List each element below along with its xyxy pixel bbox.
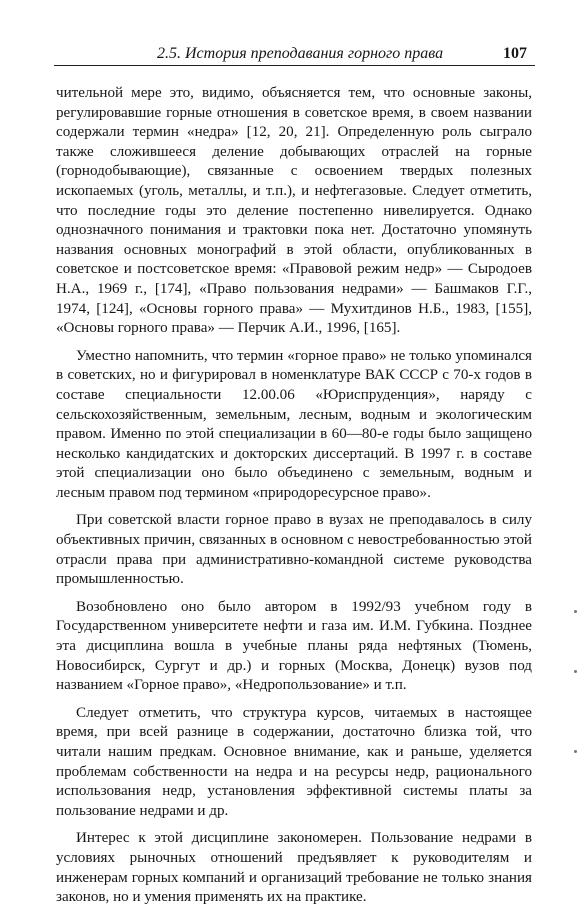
scan-speck — [574, 670, 577, 673]
scan-speck — [574, 610, 577, 613]
running-head — [0, 44, 585, 66]
paragraph: Уместно напомнить, что термин «горное право» не только упоминался в советских, но и фигурировал в номенклатуре ВАК СССР с 70-х годов в составе специальности 12.00.06 «Юриспруденция», наряду с сельскохозяйственным, земельным, лесным, водным и экологическим правом. Именно по этой специализации в 60—80-е годы было защищено несколько кандидатских и докторских диссертаций. В 1997 г. в составе этой специализации оно было объединено с земельным, водным и лесным правом под термином «природоресурсное право». — [56, 347, 532, 501]
section-title: 2.5. История преподавания горного права — [157, 45, 444, 62]
paragraph: Интерес к этой дисциплине закономерен. Пользование недрами в условиях рыночных отношений предъявляет к руководителям и инженерам горных компаний и организаций требование не только знания законов, но и умения применять их на практике. — [56, 830, 532, 906]
body-text — [56, 84, 532, 908]
page-number: 107 — [503, 45, 527, 62]
scan-speck — [574, 750, 577, 753]
header-rule — [54, 65, 535, 66]
paragraph: Следует отметить, что структура курсов, читаемых в настоящее время, при всей разнице в содержании, достаточно близка той, что читали нашим предкам. Основное внимание, как и раньше, уделяется проблемам собственности на недра и на ресурсы недр, рационального использования недр, установления эффективной системы платы за пользование недрами и др. — [56, 704, 532, 819]
scan-edge-marks — [573, 610, 577, 760]
paragraph: При советской власти горное право в вузах не преподавалось в силу объективных причин, связанных в основном с невостребованностью этой отрасли права при административно-командной системе руководства промышленностью. — [56, 512, 532, 588]
paragraph-continued: чительной мере это, видимо, объясняется тем, что основные законы, регулировавшие горные отношения в советское время, в своем названии содержали термин «недра» [12, 20, 21]. Определенную роль сыграло также сложившееся деление добывающих отраслей на горные (горнодобывающие), связанные с освоением твердых полезных ископаемых (уголь, металлы, и т.п.), и нефтегазовые. Следует отметить, что последние годы это деление постепенно нивелируется. Однако однозначного понимания и трактовки пока нет. Достаточно упомянуть названия основных монографий в этой области, опубликованных в советское и постсоветское время: «Правовой режим недр» — Сыродоев Н.А., 1969 г., [174], «Право пользования недрами» — Башмаков Г.Г., 1974, [124], «Основы горного права» — Мухитдинов Н.Б., 1983, [155], «Основы горного права» — Перчик А.И., 1996, [165]. — [56, 85, 532, 337]
paragraph: Возобновлено оно было автором в 1992/93 учебном году в Государственном университете нефти и газа им. И.М. Губкина. Позднее эта дисциплина вошла в учебные планы ряда нефтяных (Тюмень, Новосибирск, Сургут и др.) и горных (Москва, Донецк) вузов под названием «Горное право», «Недропользование» и т.п. — [56, 598, 532, 694]
